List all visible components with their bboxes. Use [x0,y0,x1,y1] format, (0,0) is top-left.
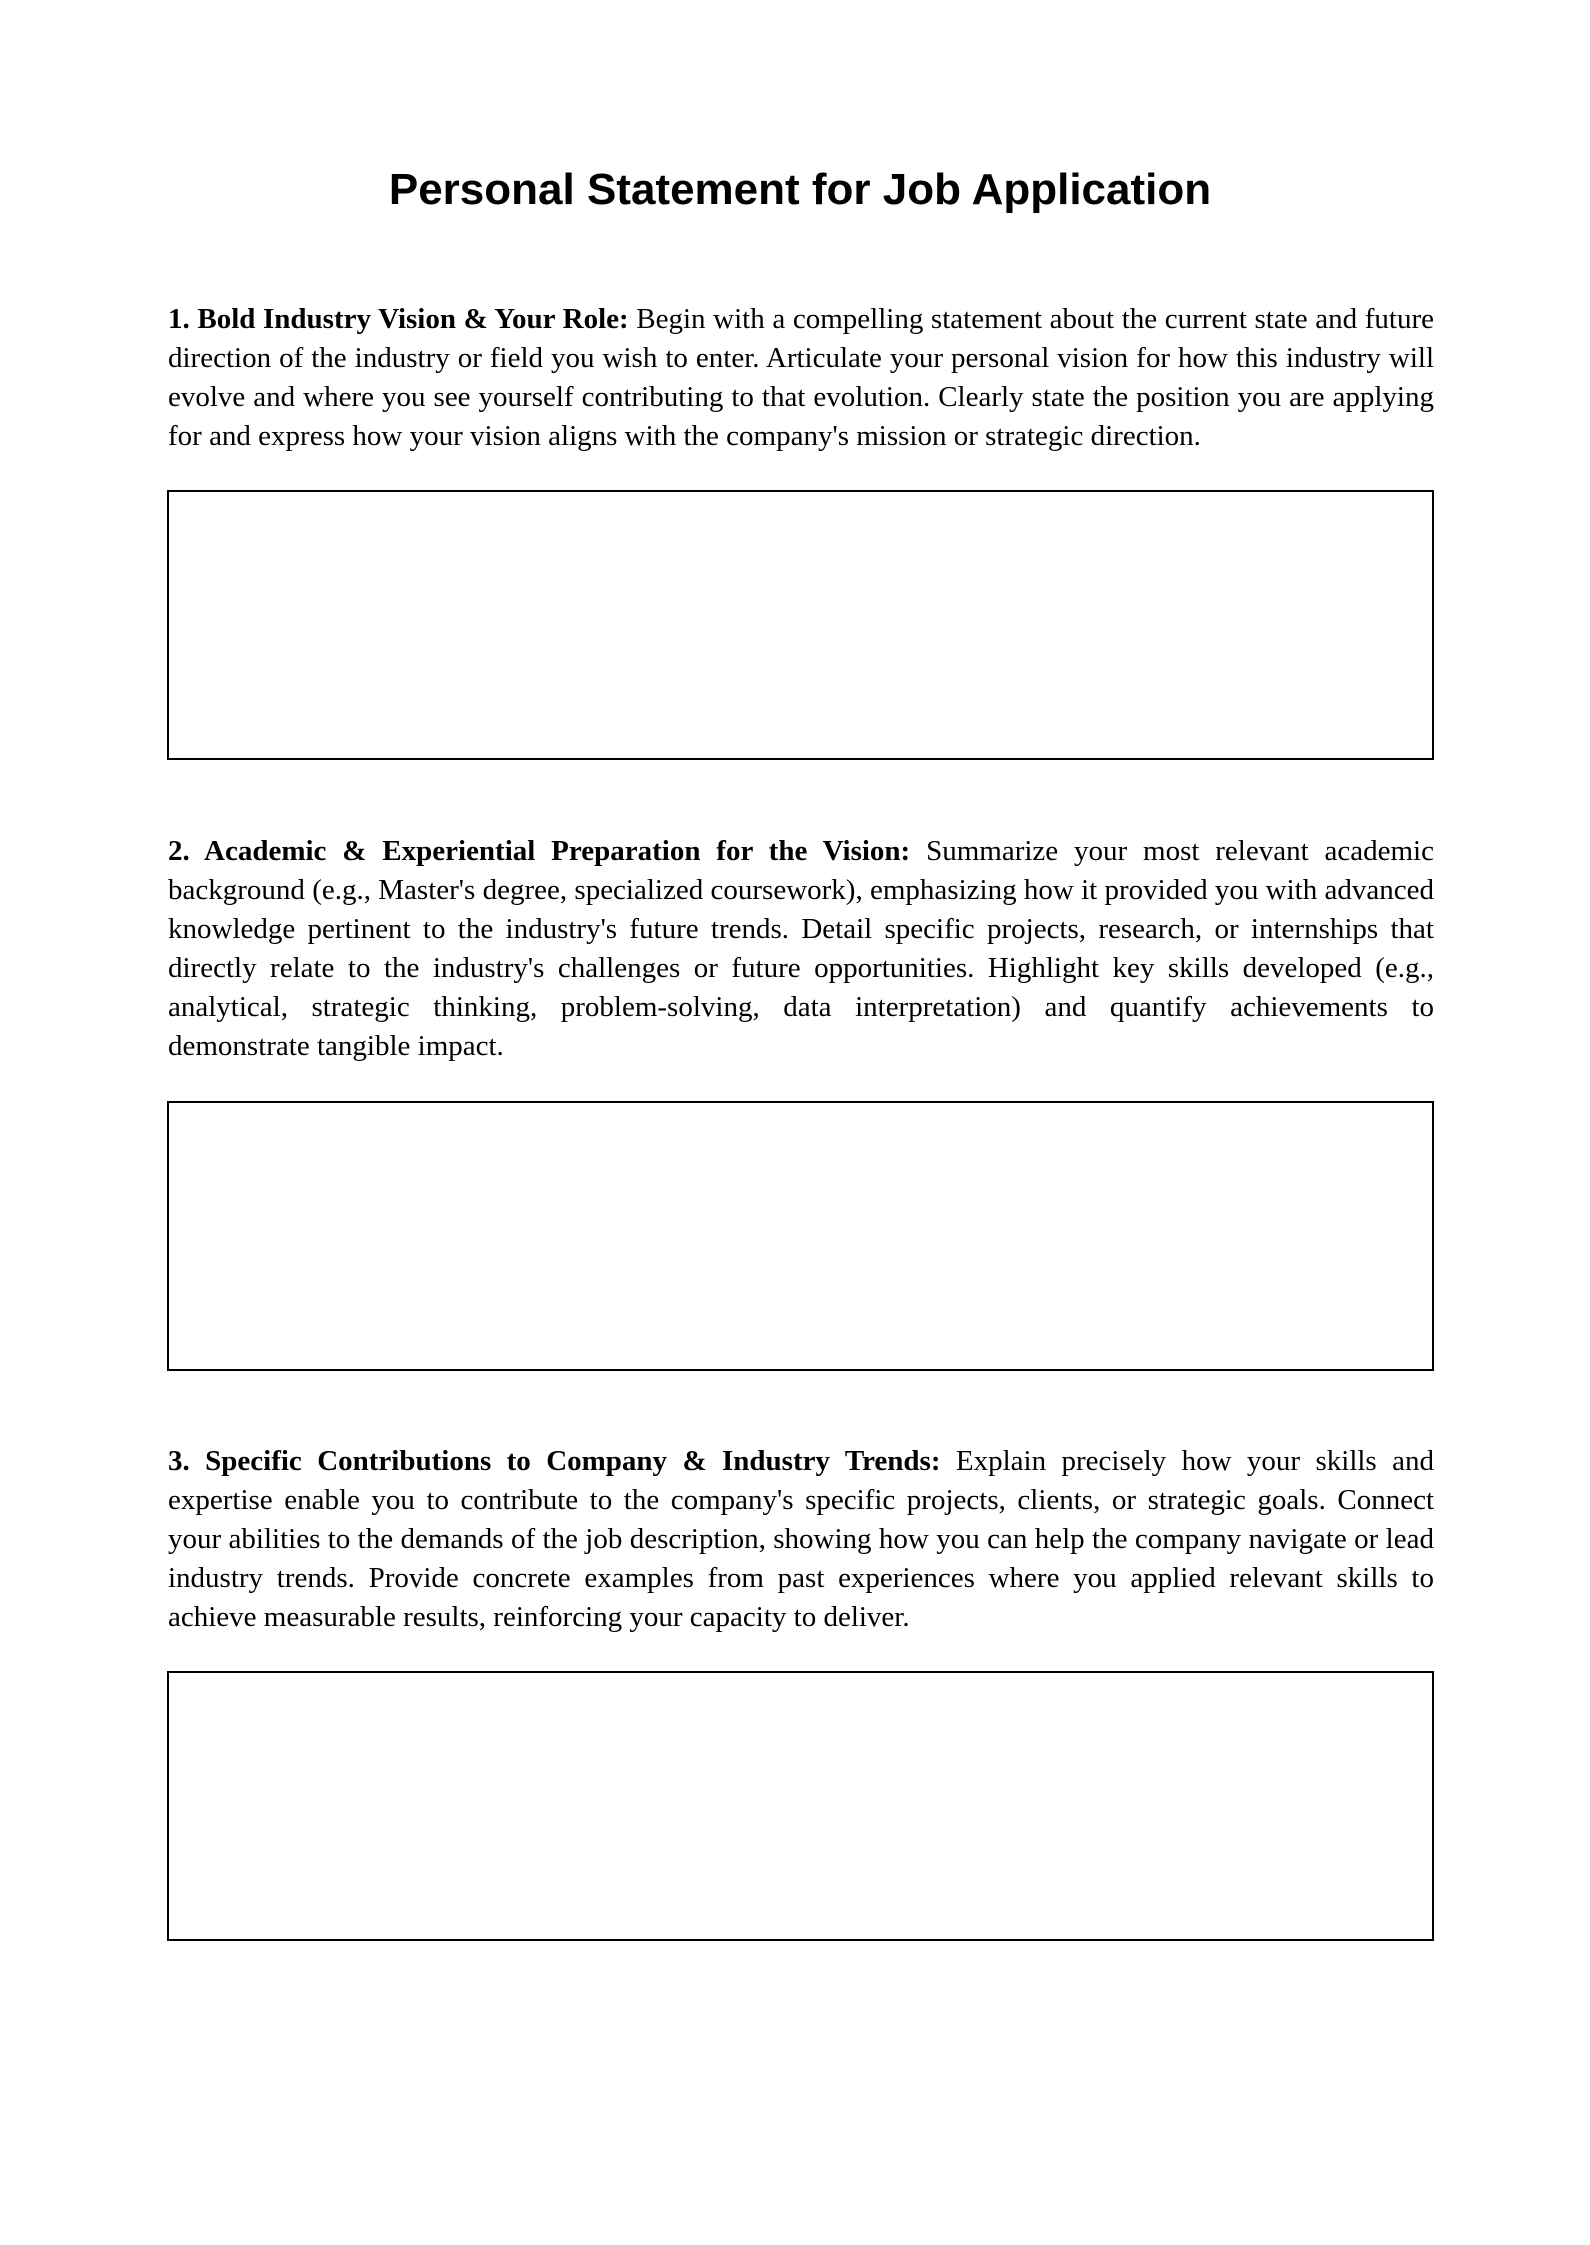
section-2-heading: 2. Academic & Experiential Preparation for the Vision: [168,835,911,867]
section-3-prompt [168,1442,1434,1637]
section-3-answer-box[interactable] [167,1671,1434,1941]
section-2-body: Summarize your most relevant academic background (e.g., Master's degree, specialized coursework), emphasizing how it provided you with advanced knowledge pertinent to the industry's future trends. Detail specific projects, research, or internships that directly relate to the industry's challenges or future opportunities. Highlight key skills developed (e.g., analytical, strategic thinking, problem-solving, data interpretation) and quantify achievements to demonstrate tangible impact. [168,835,1434,1062]
section-2-answer-box[interactable] [167,1101,1434,1371]
section-1-body: Begin with a compelling statement about the current state and future direction of the industry or field you wish to enter. Articulate your personal vision for how this industry will evolve and where you see yourself contributing to that evolution. Clearly state the position you are applying for and express how your vision aligns with the company's mission or strategic direction. [168,303,1435,452]
section-2-prompt [168,832,1434,1066]
section-1-prompt [168,300,1434,456]
section-3-body: Explain precisely how your skills and expertise enable you to contribute to the company's specific projects, clients, or strategic goals. Connect your abilities to the demands of the job description, showing how you can help the company navigate or lead industry trends. Provide concrete examples from past experiences where you applied relevant skills to achieve measurable results, reinforcing your capacity to deliver. [168,1445,1434,1633]
section-1-heading: 1. Bold Industry Vision & Your Role: [168,303,629,335]
page-title: Personal Statement for Job Application [388,165,1212,214]
section-3-heading: 3. Specific Contributions to Company & Industry Trends: [168,1445,941,1477]
section-1-answer-box[interactable] [167,490,1434,760]
